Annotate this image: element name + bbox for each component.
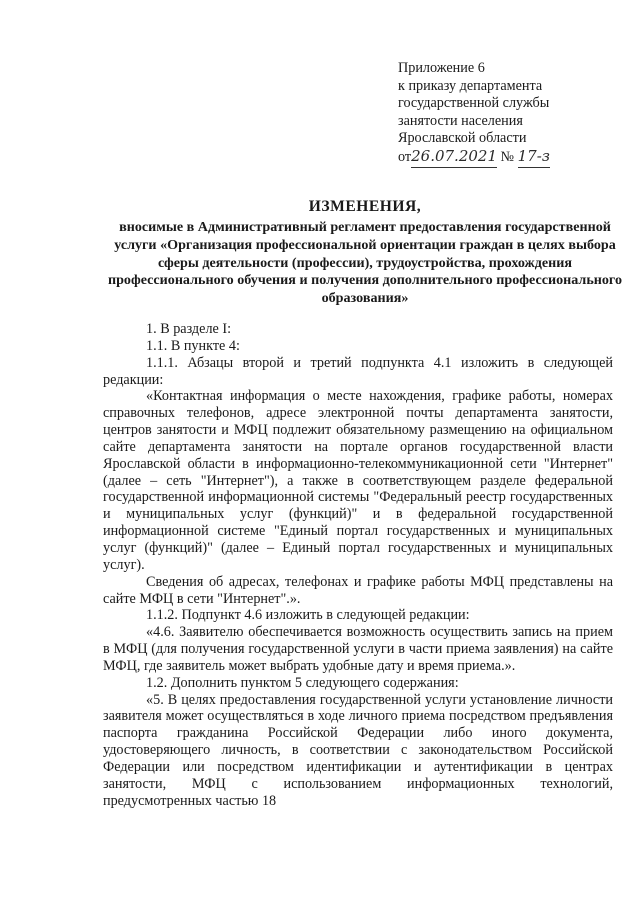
document-heading: [100, 197, 630, 308]
paragraph: 1.1.2. Подпункт 4.6 изложить в следующей редакции:: [146, 607, 470, 624]
paragraph: «Контактная информация о месте нахождения, графике работы, номерах справочных телефонов, адресе электронной почты департамента занятости, центров занятости и МФЦ подлежит обязательному размещению на официальном сайте департамента занятости на портале органов государственной власти Ярославской области в информационно-телекоммуникационной сети "Интернет" (далее – сеть "Интернет"), а также в соответствующем разделе федеральной государственной информационной системы "Федеральный реестр государственных и муниципальных услуг (функций)" и в федеральной государственной информационной системе "Единый портал государственных и муниципальных услуг (функций)" (далее – Единый портал государственных и муниципальных услуг).: [103, 388, 613, 573]
appendix-title: Приложение 6: [398, 60, 485, 76]
handwritten-date: 26.07.2021: [411, 146, 497, 165]
paragraph: Сведения об адресах, телефонах и графике работы МФЦ представлены на сайте МФЦ в сети "Интернет".».: [103, 573, 613, 607]
date-underline: [411, 148, 497, 168]
heading-title: ИЗМЕНЕНИЯ,: [308, 198, 422, 215]
appendix-date-line: [398, 148, 618, 168]
appendix-block: [398, 60, 618, 168]
appendix-line: государственной службы: [398, 95, 550, 112]
heading-subtitle: вносимые в Административный регламент предоставления государственной услуги «Организация профессиональной ориентации граждан в целях выбора сферы деятельности (профессии), трудоустройства, прохождения профессионального обучения и получения дополнительного профессионального образования»: [107, 219, 623, 307]
paragraph: 1. В разделе I:: [146, 321, 232, 337]
paragraph: 1.1.1. Абзацы второй и третий подпункта 4.1 изложить в следующей редакции:: [103, 354, 613, 388]
number-underline: [518, 148, 550, 168]
appendix-line: Ярославской области: [398, 130, 527, 147]
paragraph: 1.1. В пункте 4:: [146, 337, 240, 354]
paragraph: «4.6. Заявителю обеспечивается возможность осуществить запись на прием в МФЦ (для получения государственной услуги в части приема заявления) на сайте МФЦ, где заявитель может выбрать удобные дату и время приема.».: [103, 624, 613, 674]
document-body: [103, 321, 613, 809]
number-sign: №: [500, 148, 515, 165]
date-prefix: от: [398, 148, 412, 165]
paragraph: «5. В целях предоставления государственной услуги установление личности заявителя может осуществляться в ходе личного приема посредством предъявления паспорта гражданина Российской Федерации либо иного документа, удостоверяющего личность, в соответствии с законодательством Российской Федерации или посредством идентификации и аутентификации в центрах занятости, МФЦ с использованием информационных технологий, предусмотренных частью 18: [103, 691, 613, 809]
appendix-line: занятости населения: [398, 112, 523, 129]
handwritten-number: 17-з: [517, 146, 550, 165]
paragraph: 1.2. Дополнить пунктом 5 следующего содержания:: [146, 674, 459, 691]
appendix-line: к приказу департамента: [398, 77, 543, 94]
